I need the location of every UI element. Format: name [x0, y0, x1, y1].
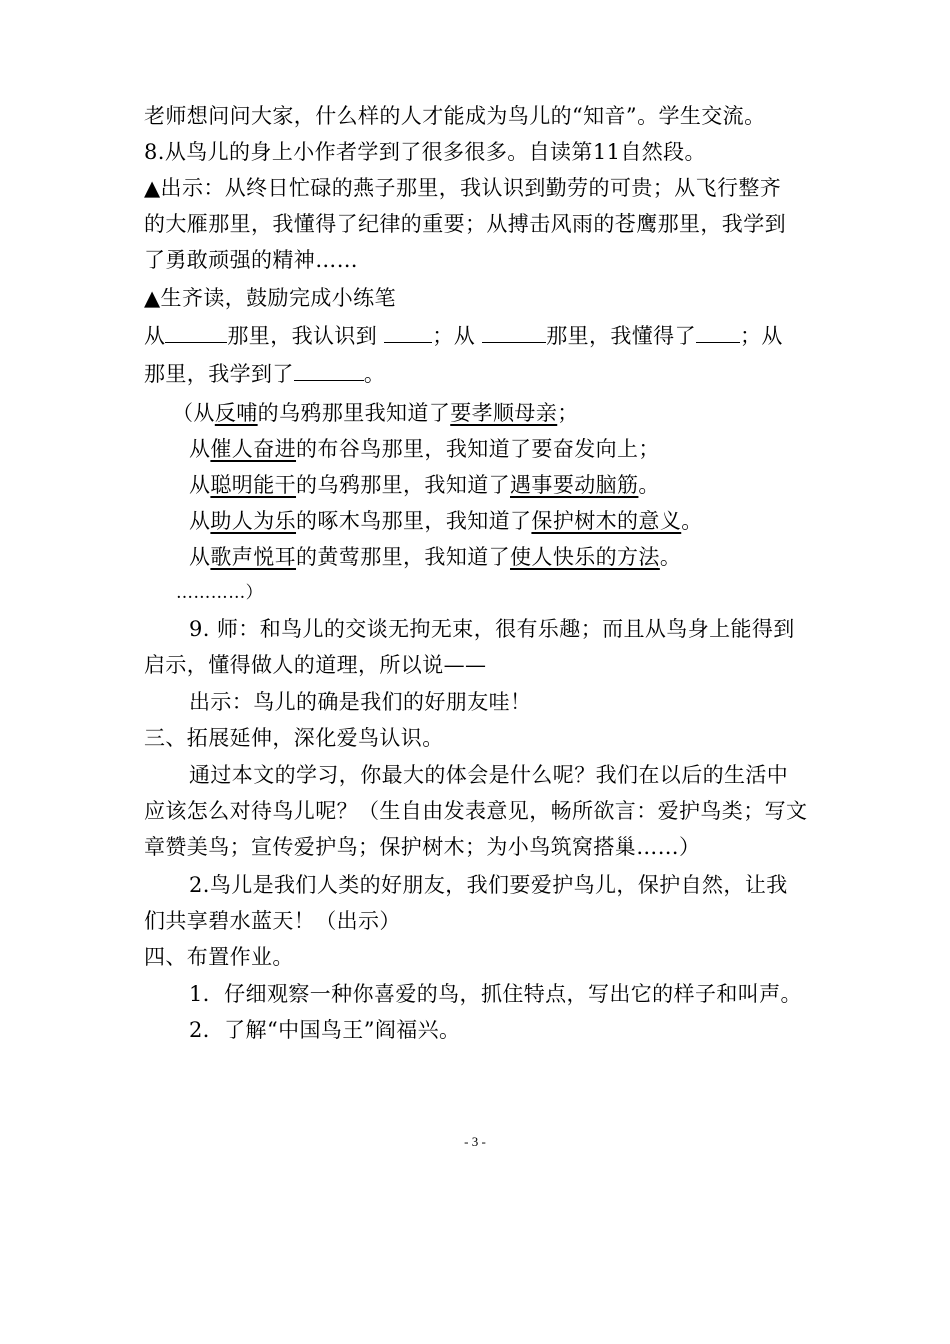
text-line: 了勇敢顽强的精神…… — [144, 248, 358, 272]
text-line: ▲出示：从终日忙碌的燕子那里，我认识到勤劳的可贵；从飞行整齐 — [144, 176, 782, 200]
example-end: …………） — [176, 583, 263, 603]
fill-text: 那里，我懂得了 — [546, 324, 696, 348]
text-line: 2．了解“中国鸟王”阎福兴。 — [189, 1018, 461, 1042]
section-heading: 三、拓展延伸，深化爱鸟认识。 — [144, 726, 444, 750]
text-line: 的大雁那里，我懂得了纪律的重要；从搏击风雨的苍鹰那里，我学到 — [144, 212, 786, 236]
fill-text: 那里，我认识到 — [227, 324, 378, 348]
blank-line — [384, 320, 432, 343]
text-line: 老师想问问大家，什么样的人才能成为鸟儿的“知音”。学生交流。 — [144, 104, 766, 128]
page-number: - 3 - — [464, 1134, 486, 1149]
section-heading: 四、布置作业。 — [144, 945, 294, 969]
example-line: 从歌声悦耳的黄莺那里，我知道了使人快乐的方法。 — [189, 545, 682, 569]
fill-in-line — [144, 358, 810, 390]
text-line: 1．仔细观察一种你喜爱的鸟，抓住特点，写出它的样子和叫声。 — [189, 982, 802, 1006]
blank-line — [482, 320, 546, 343]
fill-text: ；从 — [432, 324, 476, 348]
fill-text: ；从 — [740, 324, 783, 348]
text-line: 们共享碧水蓝天！（出示） — [144, 909, 401, 933]
blank-line — [696, 320, 740, 343]
example-line: 从助人为乐的啄木鸟那里，我知道了保护树木的意义。 — [189, 509, 703, 533]
example-line: 从聪明能干的乌鸦那里，我知道了遇事要动脑筋。 — [189, 473, 660, 497]
text-line: ▲生齐读，鼓励完成小练笔 — [144, 286, 396, 310]
text-line: 应该怎么对待鸟儿呢？（生自由发表意见，畅所欲言：爱护鸟类；写文 — [144, 799, 808, 823]
fill-in-line — [144, 320, 810, 352]
text-line: 启示，懂得做人的道理，所以说—— — [144, 653, 487, 677]
blank-line — [294, 358, 364, 381]
example-line: 从催人奋进的布谷鸟那里，我知道了要奋发向上； — [189, 437, 660, 461]
text-line: 2.鸟儿是我们人类的好朋友，我们要爱护鸟儿，保护自然，让我 — [189, 873, 788, 897]
example-line: （从反哺的乌鸦那里我知道了要孝顺母亲； — [172, 401, 579, 425]
fill-text: 从 — [144, 324, 166, 348]
text-line: 8.从鸟儿的身上小作者学到了很多很多。自读第11自然段。 — [144, 140, 706, 164]
text-line: 章赞美鸟；宣传爱护鸟；保护树木；为小鸟筑窝搭巢……） — [144, 835, 701, 859]
blank-line — [165, 320, 227, 343]
fill-text: 。 — [363, 362, 386, 386]
text-line: 出示：鸟儿的确是我们的好朋友哇！ — [189, 690, 532, 714]
fill-text: 那里，我学到了 — [144, 362, 294, 386]
text-line: 9. 师：和鸟儿的交谈无拘无束，很有乐趣；而且从鸟身上能得到 — [189, 617, 795, 641]
text-line: 通过本文的学习，你最大的体会是什么呢？我们在以后的生活中 — [189, 763, 789, 787]
